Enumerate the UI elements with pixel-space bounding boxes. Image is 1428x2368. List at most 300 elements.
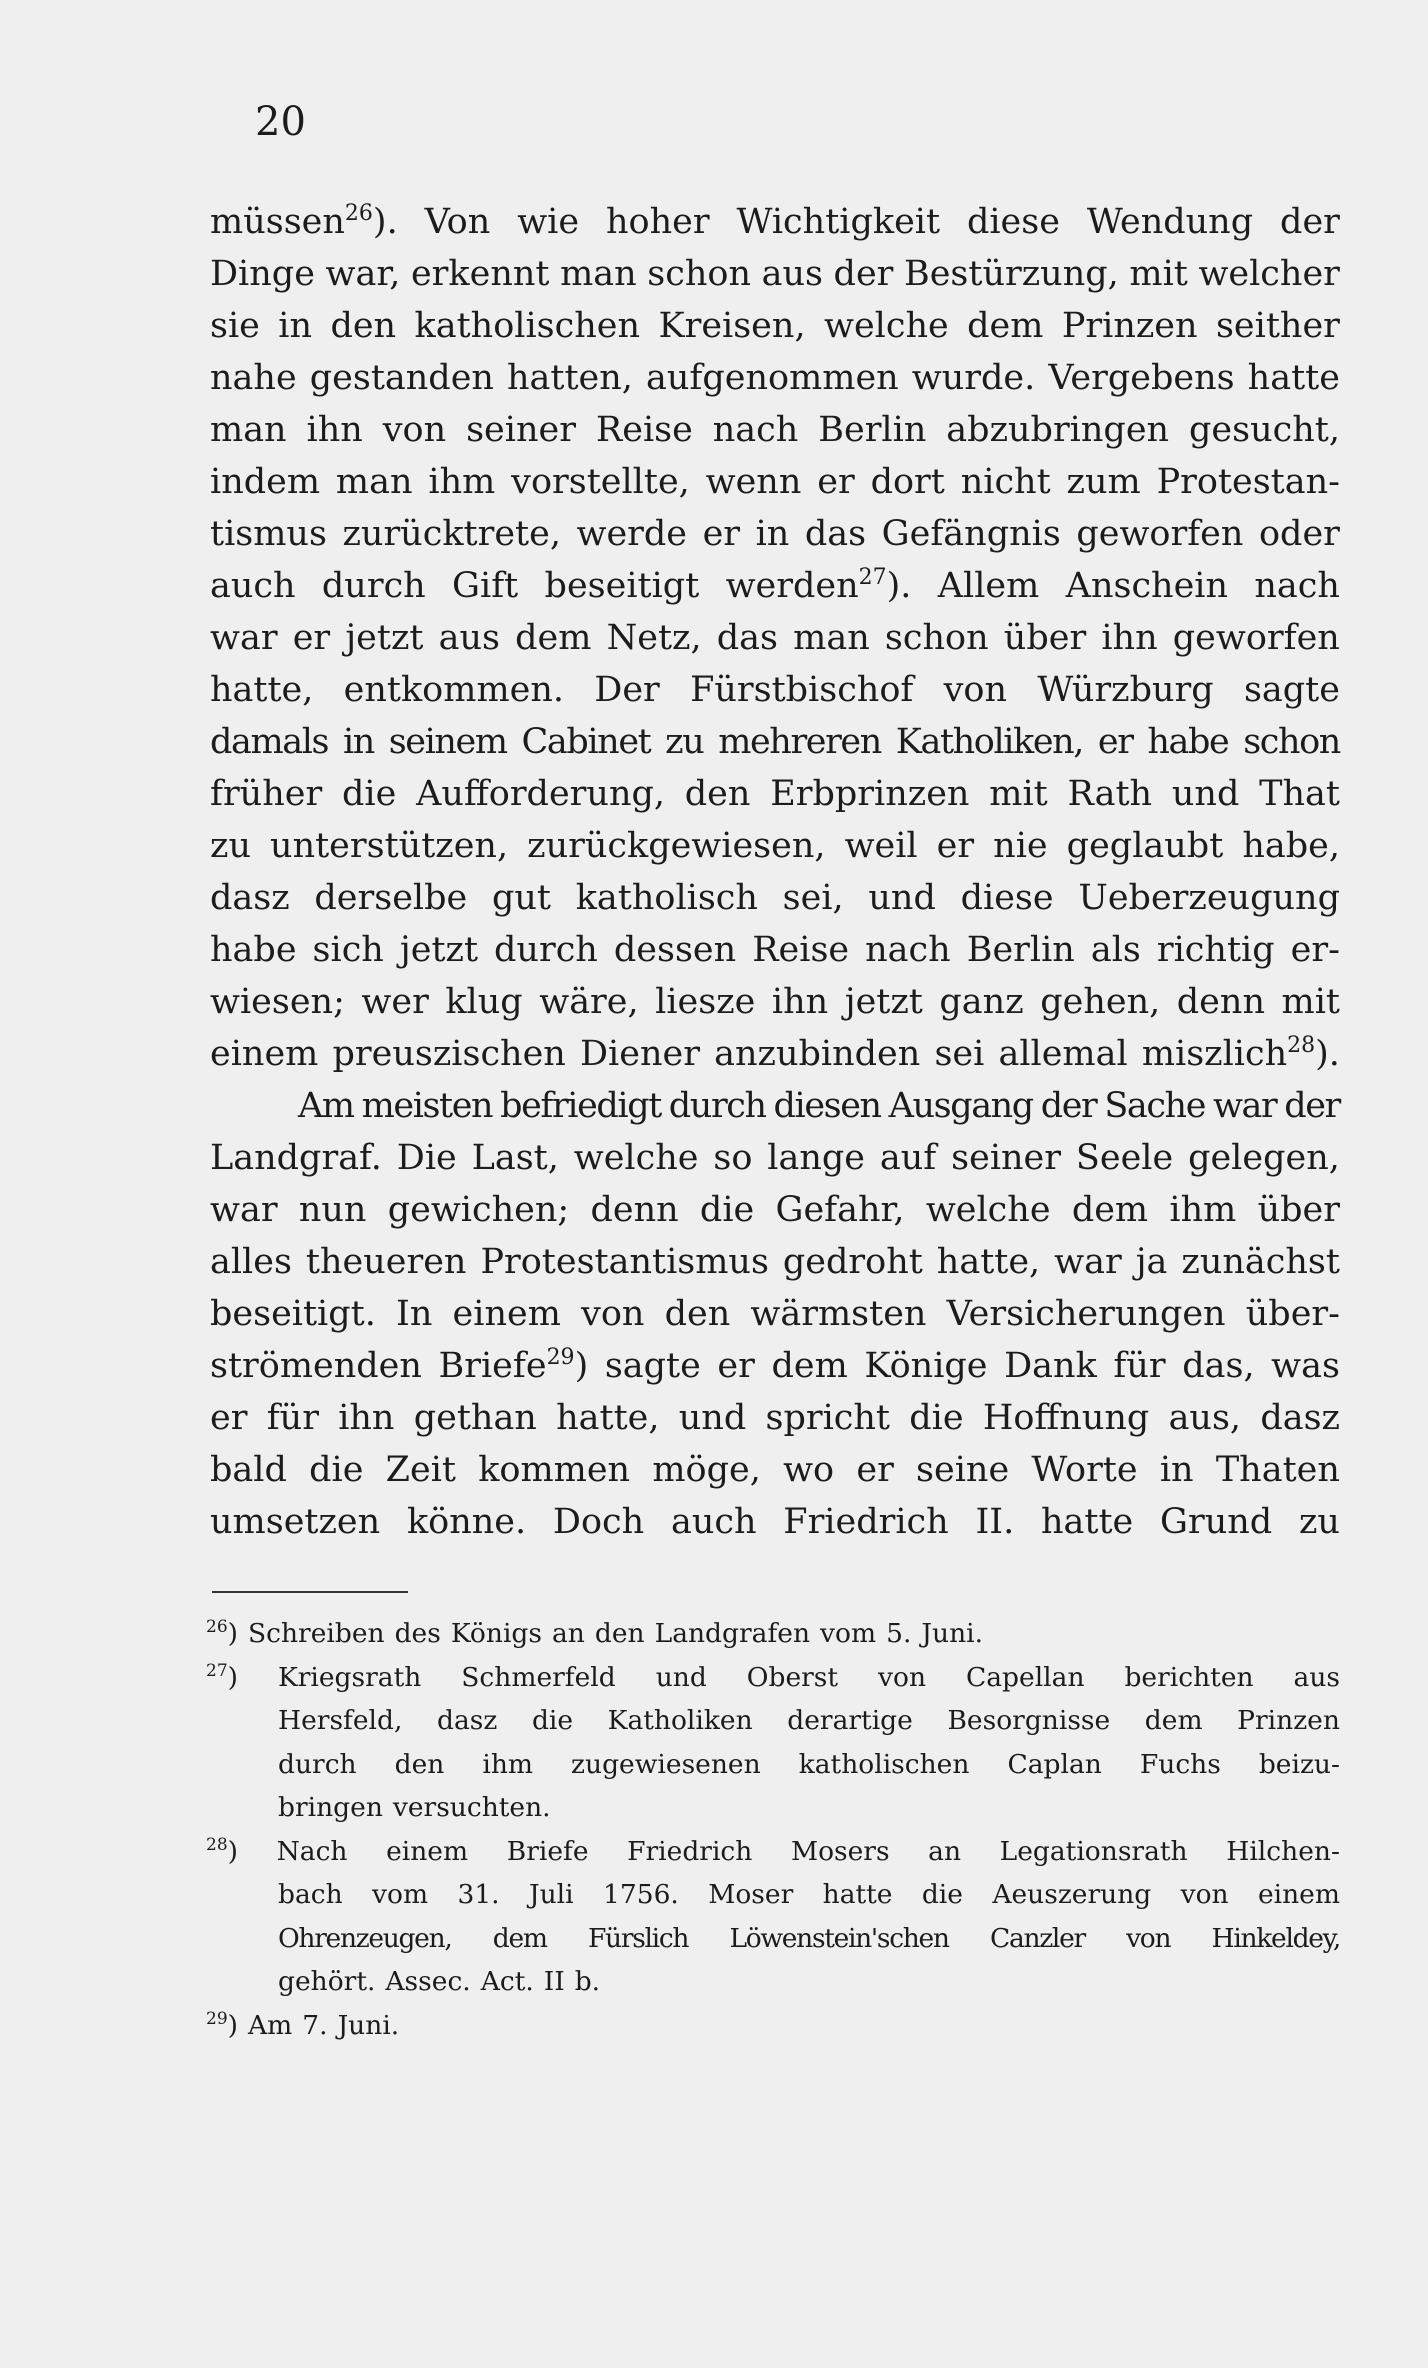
word: Hilchen- — [1226, 1835, 1340, 1867]
word: wurde. — [911, 358, 1036, 398]
word: denn — [590, 1190, 679, 1230]
word: Löwenstein'schen — [729, 1922, 949, 1954]
word: sie — [210, 306, 260, 346]
word: hatte — [822, 1879, 893, 1910]
word: Ohrenzeugen, — [278, 1922, 452, 1954]
footnote-line — [206, 2004, 1340, 2048]
word: Reise — [752, 930, 850, 970]
word: Kreisen, — [658, 306, 806, 346]
word: ihn — [306, 410, 363, 450]
word: II — [543, 1966, 565, 1997]
word: als — [1090, 930, 1141, 970]
word: einem — [386, 1835, 469, 1867]
word: gedroht — [782, 1242, 923, 1282]
word: preuszischen — [332, 1034, 566, 1074]
word: hoher — [605, 202, 710, 242]
word: hatte — [1041, 1502, 1134, 1542]
body-line — [210, 1236, 1340, 1288]
word: die — [909, 1398, 964, 1438]
word: nach — [865, 930, 951, 970]
body-line — [210, 352, 1340, 404]
word: That — [1259, 774, 1340, 814]
word: Landgraf. — [210, 1138, 382, 1178]
word: gehört. — [278, 1966, 376, 1997]
word: was — [1271, 1346, 1340, 1386]
word: Berlin — [818, 410, 927, 450]
word: er — [817, 462, 855, 502]
word: aufgenommen — [646, 358, 899, 398]
word: von — [878, 1661, 927, 1693]
word: klug — [445, 982, 523, 1022]
word: man — [793, 618, 870, 658]
word: sei, — [782, 878, 844, 918]
word: kommen — [478, 1450, 631, 1490]
word: liesze — [655, 982, 756, 1022]
word: Der — [594, 670, 660, 710]
word: dem — [515, 618, 592, 658]
word: Oberst — [746, 1661, 839, 1693]
word: und — [678, 1398, 747, 1438]
word: derselbe — [314, 878, 468, 918]
word: Assec. — [385, 1966, 471, 1997]
word: versuchten. — [392, 1792, 551, 1823]
word: vom — [820, 1618, 877, 1649]
word: Fürstbischof — [690, 670, 914, 710]
word: Schmerfeld — [461, 1661, 616, 1693]
word: tismus — [210, 514, 327, 554]
word: des — [394, 1618, 441, 1649]
word: erkennt — [410, 254, 550, 294]
word: jetzt — [345, 618, 424, 658]
word: gestanden — [309, 358, 494, 398]
word: hatte — [1247, 358, 1340, 398]
word: katholisch — [575, 878, 758, 918]
word: Netz, — [606, 618, 702, 658]
page-number: 20 — [255, 99, 306, 145]
word: Reise — [595, 410, 693, 450]
word: wer — [361, 982, 429, 1022]
word: Protestan- — [1156, 462, 1340, 502]
word: nie — [993, 826, 1048, 866]
word: sagte — [604, 1346, 701, 1386]
word: zunächst — [1181, 1242, 1340, 1282]
word: geglaubt — [1066, 826, 1224, 866]
body-line — [210, 612, 1340, 664]
word: Dinge — [210, 254, 315, 294]
footnotes — [206, 1612, 1340, 2047]
word: 7. — [302, 2009, 328, 2041]
word: Landgrafen — [654, 1618, 811, 1649]
word: gelegen, — [1188, 1138, 1340, 1178]
word: 31. — [457, 1879, 500, 1910]
word: Act. — [480, 1966, 534, 1997]
word: dasz — [210, 878, 290, 918]
word: denn — [1176, 982, 1265, 1022]
word: welcher — [1198, 254, 1340, 294]
word: der — [1284, 1086, 1340, 1126]
word: man — [210, 410, 287, 450]
word: an — [552, 1618, 585, 1649]
footnote-line — [206, 1830, 1340, 1874]
word: die — [699, 1190, 755, 1230]
word: die — [341, 774, 397, 814]
word: Juli — [528, 1879, 574, 1910]
word: jetzt — [399, 930, 479, 970]
word: den — [664, 1294, 731, 1334]
word: Rath — [1067, 774, 1153, 814]
word: Legationsrath — [999, 1835, 1188, 1867]
word: schon — [647, 254, 751, 294]
word: die — [309, 1450, 364, 1490]
footnote-reference: 27 — [206, 1660, 228, 1681]
word: bach — [278, 1879, 343, 1910]
word: hatte, — [936, 1242, 1041, 1282]
word: mehreren — [718, 722, 881, 762]
body-line — [210, 1444, 1340, 1496]
word: Katholiken, — [895, 722, 1084, 762]
word: umsetzen — [210, 1502, 381, 1542]
footnote-reference: 29 — [206, 2008, 228, 2029]
word: habe — [210, 930, 297, 970]
word: nicht — [960, 462, 1051, 502]
word: möge, — [652, 1450, 761, 1490]
word: die — [921, 1879, 963, 1910]
word: Grund — [1160, 1502, 1273, 1542]
word: er — [936, 826, 975, 866]
word: II. — [975, 1502, 1015, 1542]
word: könne. — [406, 1502, 527, 1542]
word: das — [804, 514, 867, 554]
word: den — [330, 306, 397, 346]
word: an — [928, 1835, 962, 1867]
word: wäre, — [539, 982, 639, 1022]
word: b. — [574, 1966, 601, 1997]
body-line — [210, 456, 1340, 508]
body-line — [210, 768, 1340, 820]
word: dem — [492, 1922, 547, 1954]
word: dort — [870, 462, 945, 502]
word: über — [1003, 618, 1087, 658]
footnote-line — [206, 1699, 1340, 1743]
word: Berlin — [966, 930, 1075, 970]
word: weil — [844, 826, 918, 866]
word: Hersfeld, — [278, 1705, 403, 1736]
word: seine — [916, 1450, 1010, 1490]
word: ihn — [338, 1398, 395, 1438]
footnote-reference: 28 — [206, 1834, 228, 1855]
word: Fuchs — [1139, 1748, 1221, 1780]
word: anzubinden — [714, 1034, 921, 1074]
word: das, — [1182, 1346, 1255, 1386]
word: Kriegsrath — [277, 1661, 422, 1693]
word: für — [1113, 1346, 1166, 1386]
word: Die — [396, 1138, 457, 1178]
footnote-line — [206, 1612, 1340, 1656]
word: Friedrich — [627, 1835, 753, 1867]
word: und — [1171, 774, 1240, 814]
word: werde — [576, 514, 688, 554]
word: abzubringen — [946, 410, 1170, 450]
word: Schreiben — [247, 1618, 385, 1649]
word: ja — [1135, 1242, 1168, 1282]
body-line — [210, 508, 1340, 560]
word: war, — [325, 254, 401, 294]
footnote-line — [206, 1656, 1340, 1700]
word: beseitigt — [544, 566, 700, 606]
word: den — [594, 1618, 645, 1649]
word: das — [716, 618, 778, 658]
body-line — [210, 248, 1340, 300]
word: Briefe — [506, 1835, 589, 1867]
word: durch — [494, 930, 598, 970]
word: der — [1040, 1086, 1097, 1126]
word: von — [382, 410, 447, 450]
word: und — [868, 878, 936, 918]
word: hatte, — [556, 1398, 660, 1438]
word: er- — [1290, 930, 1340, 970]
word: dem — [967, 306, 1044, 346]
word: vorstellte, — [511, 462, 690, 502]
word: seither — [1215, 306, 1340, 346]
word: nun — [298, 1190, 367, 1230]
word: Aeuszerung — [992, 1879, 1152, 1910]
word: theueren — [305, 1242, 467, 1282]
word: 1756. — [602, 1879, 679, 1910]
body-line — [210, 1028, 1340, 1080]
word: nahe — [210, 358, 297, 398]
word: strömenden — [210, 1346, 422, 1386]
footnote-line — [206, 1743, 1340, 1787]
word: Katholiken — [607, 1705, 753, 1736]
word: durch — [321, 566, 426, 606]
word: Wendung — [1086, 202, 1254, 242]
word: der — [833, 254, 894, 294]
footnote-line — [206, 1873, 1340, 1917]
word: welche — [925, 1190, 1051, 1230]
word: Von — [424, 202, 491, 242]
word: alles — [210, 1242, 292, 1282]
word: man — [560, 254, 637, 294]
word: zu — [665, 722, 704, 762]
word: von — [943, 670, 1008, 710]
word: hatten, — [507, 358, 633, 398]
word: Hoffnung — [982, 1398, 1150, 1438]
word: miszlich$^{28}$). — [1141, 1033, 1340, 1074]
word: Mosers — [790, 1835, 890, 1867]
word: dem — [1144, 1705, 1203, 1736]
word: Thaten — [1215, 1450, 1340, 1490]
word: meisten — [361, 1086, 493, 1126]
word: Friedrich — [783, 1502, 949, 1542]
word: aus — [438, 618, 500, 658]
word: geworfen — [1172, 618, 1340, 658]
word: gethan — [413, 1398, 537, 1438]
word: gewichen; — [387, 1190, 570, 1230]
word: einem — [1257, 1879, 1340, 1910]
word: katholischen — [798, 1748, 970, 1780]
word: war — [1212, 1086, 1277, 1126]
word: zu — [1298, 1502, 1340, 1542]
body-line — [210, 1184, 1340, 1236]
footnote-line — [206, 1786, 1340, 1830]
word: gehen, — [1040, 982, 1161, 1022]
word: in — [755, 514, 790, 554]
footnote-reference: 26 — [344, 201, 373, 226]
word: Bestürzung, — [904, 254, 1119, 294]
word: ihn — [771, 982, 829, 1022]
word: $^{28}$) — [206, 1834, 238, 1867]
word: war — [210, 1190, 278, 1230]
body-line — [210, 820, 1340, 872]
word: müssen$^{26}$). — [210, 201, 398, 242]
word: werden$^{27}$). — [725, 565, 912, 606]
word: Dank — [1004, 1346, 1097, 1386]
word: nach — [1254, 566, 1340, 606]
word: welche — [823, 306, 949, 346]
word: den — [684, 774, 751, 814]
word: berichten — [1124, 1661, 1254, 1693]
word: vom — [372, 1879, 429, 1910]
footnote-reference: 27 — [858, 565, 887, 590]
word: Vergebens — [1048, 358, 1235, 398]
word: zu — [210, 826, 251, 866]
word: mit — [1281, 982, 1340, 1022]
body-line — [210, 1340, 1340, 1392]
word: richtig — [1156, 930, 1275, 970]
body-line — [210, 196, 1340, 248]
word: unterstützen, — [270, 826, 509, 866]
body-line — [210, 1132, 1340, 1184]
word: allemal — [998, 1034, 1128, 1074]
word: er — [717, 1346, 755, 1386]
word: nach — [712, 410, 799, 450]
word: Gefängnis — [881, 514, 1061, 554]
word: zugewiesenen — [571, 1748, 761, 1780]
word: Erbprinzen — [770, 774, 970, 814]
word: auch — [670, 1502, 757, 1542]
word: schon — [1243, 722, 1340, 762]
word: Briefe$^{29}$) — [438, 1345, 589, 1386]
word: diesen — [773, 1086, 881, 1126]
word: Wichtigkeit — [736, 202, 941, 242]
word: in — [278, 306, 313, 346]
word: und — [655, 1661, 707, 1693]
word: wie — [517, 202, 580, 242]
word: ganz — [939, 982, 1024, 1022]
word: aus — [761, 254, 823, 294]
word: Capellan — [965, 1661, 1085, 1693]
word: durch — [668, 1086, 766, 1126]
word: Juni. — [921, 1618, 984, 1649]
word: über — [1257, 1190, 1340, 1230]
word: schon — [884, 618, 989, 658]
word: er — [210, 1398, 248, 1438]
word: Allem — [937, 566, 1040, 606]
body-line — [210, 1496, 1340, 1548]
word: in — [342, 722, 374, 762]
word: er — [702, 514, 741, 554]
word: der — [1280, 202, 1340, 242]
word: Last, — [471, 1138, 559, 1178]
word: mit — [1129, 254, 1188, 294]
word: entkommen. — [343, 670, 565, 710]
word: Zeit — [385, 1450, 456, 1490]
word: einem — [452, 1294, 561, 1334]
word: habe — [1147, 722, 1229, 762]
footnote-separator — [212, 1591, 408, 1593]
word: er — [856, 1450, 894, 1490]
word: geworfen — [1076, 514, 1244, 554]
word: Prinzen — [1237, 1705, 1340, 1736]
word: Versicherungen — [946, 1294, 1226, 1334]
word: Protestantismus — [480, 1242, 769, 1282]
word: früher — [210, 774, 323, 814]
body-text — [210, 196, 1340, 1548]
word: Sache — [1104, 1086, 1206, 1126]
word: ihm — [428, 462, 496, 502]
word: katholischen — [414, 306, 641, 346]
body-line — [210, 872, 1340, 924]
word: indem — [210, 462, 321, 502]
word: Ausgang — [888, 1086, 1033, 1126]
word: Seele — [1075, 1138, 1174, 1178]
word: Ueberzeugung — [1078, 878, 1340, 918]
word: beizu- — [1258, 1748, 1340, 1780]
word: Könige — [864, 1346, 988, 1386]
word: auch — [210, 566, 296, 606]
word: In — [396, 1294, 433, 1334]
word: auf — [879, 1138, 937, 1178]
word: Am — [247, 2009, 293, 2041]
word: sich — [312, 930, 384, 970]
footnote-reference: 26 — [206, 1617, 228, 1637]
word: bringen — [278, 1792, 383, 1823]
word: welche — [573, 1138, 699, 1178]
word: wiesen; — [210, 982, 345, 1022]
word: Besorgnisse — [947, 1705, 1111, 1736]
word: Am — [298, 1086, 354, 1126]
word: ihn — [1101, 618, 1158, 658]
word: zurückgewiesen, — [527, 826, 826, 866]
word: Moser — [708, 1879, 794, 1910]
word: Anschein — [1065, 566, 1229, 606]
word: Gift — [452, 566, 519, 606]
word: Doch — [552, 1502, 645, 1542]
word: ihm — [1169, 1190, 1237, 1230]
word: Juni. — [337, 2009, 400, 2041]
word: Caplan — [1007, 1748, 1102, 1780]
word: von — [1126, 1922, 1171, 1954]
word: Gefahr, — [775, 1190, 905, 1230]
word: diese — [960, 878, 1054, 918]
word: dessen — [613, 930, 737, 970]
word: wo — [783, 1450, 835, 1490]
word: seiner — [466, 410, 576, 450]
word: dasz — [437, 1705, 498, 1736]
word: er — [292, 618, 331, 658]
word: mit — [989, 774, 1048, 814]
word: lange — [767, 1138, 866, 1178]
word: dasz — [1260, 1398, 1340, 1438]
word: jetzt — [844, 982, 923, 1022]
word: derartige — [787, 1705, 913, 1736]
word: den — [394, 1748, 445, 1780]
word: war — [1054, 1242, 1122, 1282]
body-line — [210, 664, 1340, 716]
word: war — [210, 618, 278, 658]
word: oder — [1258, 514, 1340, 554]
word: Hinkeldey, — [1211, 1922, 1340, 1954]
